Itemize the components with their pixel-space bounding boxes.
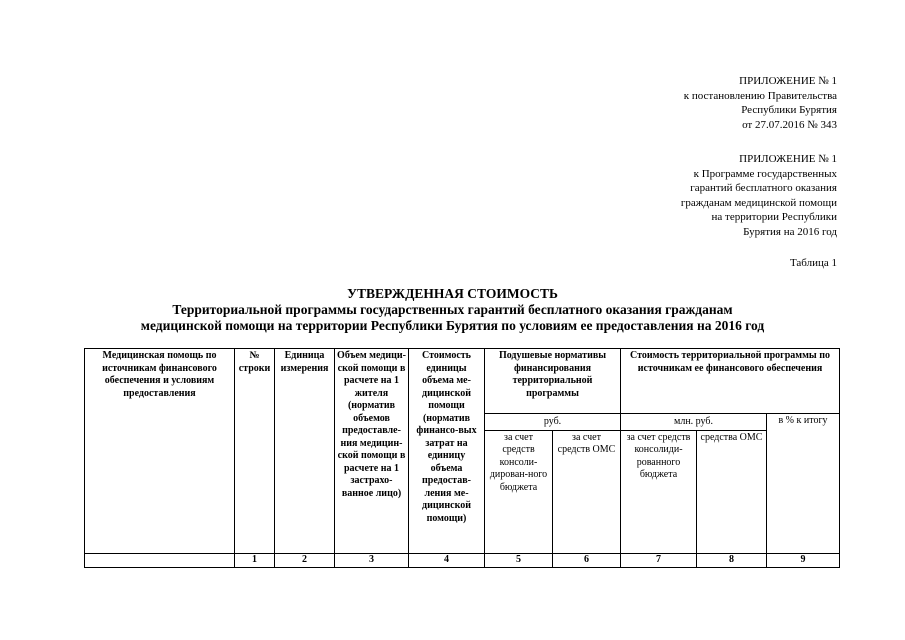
annex-2-line: на территории Республики [711,211,837,223]
header-rub: руб. [485,414,621,431]
document-title [0,286,905,334]
annex-2-line: Бурятия на 2016 год [743,225,837,238]
column-number: 2 [275,553,335,567]
header-unit: Единица измерения [275,349,335,554]
column-number: 7 [621,553,697,567]
column-number: 4 [409,553,485,567]
header-program-cost: Стоимость территориальной программы по источникам ее финансового обеспечения [621,349,840,414]
annex-1-line: Республики Бурятия [741,104,837,116]
header-volume: Объем медици-ской помощи в расчете на 1 жителя (норматив объемов предоставле-ния медицин-ской помощи в расчете на 1 застрахо-ванное лицо) [335,349,409,554]
annex-2-line: гарантий бесплатного оказания [690,182,837,194]
column-number: 3 [335,553,409,567]
column-number: 8 [697,553,767,567]
annex-1-line: ПРИЛОЖЕНИЕ № 1 [739,75,837,87]
column-number [85,553,235,567]
header-per-capita: Подушевые нормативы финансирования территориальной программы [485,349,621,414]
header-percent: в % к итогу [767,414,840,554]
annex-1-line: от 27.07.2016 № 343 [742,118,837,131]
column-number: 9 [767,553,840,567]
header-mln-rub: млн. руб. [621,414,767,431]
annex-2-line: гражданам медицинской помощи [680,196,837,209]
annex-2-line: ПРИЛОЖЕНИЕ № 1 [739,153,837,165]
title-line-2: Территориальной программы государственных гарантий бесплатного оказания гражданам [172,302,733,317]
column-number: 6 [553,553,621,567]
annex-2-line: к Программе государственных [693,167,837,180]
header-budget-cost: за счет средств консолиди-рованного бюджета [621,430,697,553]
header-row-number: № строки [235,349,275,554]
column-number: 5 [485,553,553,567]
title-line-3: медицинской помощи на территории Республики Бурятия по условиям ее предоставления на 2016 год [140,318,765,333]
header-oms-cost: средства ОМС [697,430,767,553]
header-unit-cost: Стоимость единицы объема ме-дицинской помощи (норматив финансо-вых затрат на единицу объема предостав-ления ме-дицинской помощи) [409,349,485,554]
cost-table [84,348,840,568]
header-care-type: Медицинская помощь по источникам финансового обеспечения и условиям предоставления [85,349,235,554]
annex-1-line: к постановлению Правительства [683,89,837,102]
header-oms-per-capita: за счет средств ОМС [553,430,621,553]
title-line-1: УТВЕРЖДЕННАЯ СТОИМОСТЬ [347,286,558,301]
column-number: 1 [235,553,275,567]
table-label: Таблица 1 [789,257,837,269]
header-budget-per-capita: за счет средств консоли-дирован-ного бюджета [485,430,553,553]
annex-1-header [684,74,837,132]
annex-2-header [681,152,837,239]
